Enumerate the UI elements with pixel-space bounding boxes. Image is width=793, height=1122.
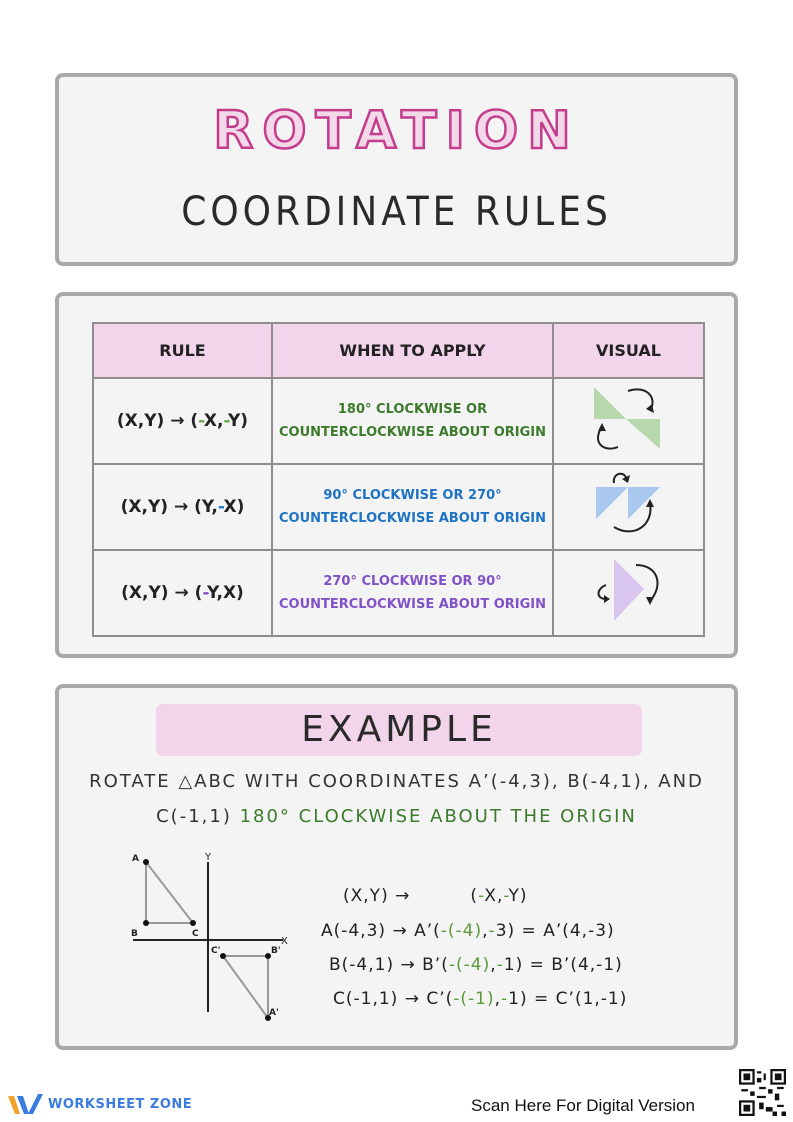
rule-270-cw: (X,Y) → (-Y,X): [121, 583, 244, 603]
rules-panel: [55, 292, 738, 658]
label-b-prime: B': [271, 946, 281, 956]
table-row: [93, 378, 704, 464]
example-prompt-line2: C(-1,1) 180° CLOCKWISE ABOUT THE ORIGIN: [156, 806, 637, 827]
page-subtitle: COORDINATE RULES: [181, 189, 612, 235]
visual-cell: [553, 378, 704, 464]
triangle-abc: [146, 862, 193, 923]
label-a: A: [132, 854, 139, 864]
page-title: ROTATION: [213, 101, 580, 161]
rule-cell: [93, 464, 272, 550]
label-b: B: [131, 929, 138, 939]
logo-text: WORKSHEET ZONE: [48, 1097, 193, 1112]
solution-row-c: C(-1,1) → C’(-(-1),-1) = C’(1,-1): [333, 989, 628, 1009]
when-cell: [272, 550, 553, 636]
rule-cell: [93, 378, 272, 464]
header-when-to-apply: WHEN TO APPLY: [272, 323, 553, 378]
example-graph: [125, 848, 305, 1023]
header-rule: RULE: [93, 323, 272, 378]
visual-cell: [553, 550, 704, 636]
when-270-cw: 270° CLOCKWISE OR 90° COUNTERCLOCKWISE ABOUT ORIGIN: [278, 574, 546, 612]
rotation-270-icon: [584, 555, 674, 627]
table-row: [93, 550, 704, 636]
header-visual: VISUAL: [553, 323, 704, 378]
x-axis-label: X: [281, 936, 288, 947]
table-header-row: [93, 323, 704, 378]
qr-code-icon[interactable]: [739, 1069, 786, 1116]
point-b: [143, 920, 149, 926]
point-a: [143, 859, 149, 865]
rotation-180-icon: [584, 383, 674, 455]
when-90-cw: 90° CLOCKWISE OR 270° COUNTERCLOCKWISE ABOUT ORIGIN: [278, 488, 546, 526]
rules-table: [92, 322, 705, 637]
solution-row-a: A(-4,3) → A’(-(-4),-3) = A’(4,-3): [321, 921, 615, 941]
example-prompt-line1: ROTATE △ABC WITH COORDINATES A’(-4,3), B(-4,1), AND: [89, 771, 704, 792]
y-axis-label: Y: [205, 852, 212, 863]
title-panel: [55, 73, 738, 266]
visual-cell: [553, 464, 704, 550]
rule-90-cw: (X,Y) → (Y,-X): [120, 497, 245, 517]
label-c-prime: C': [211, 946, 221, 956]
triangle-abc-prime: [223, 956, 268, 1018]
table-row: [93, 464, 704, 550]
point-c: [190, 920, 196, 926]
solution-rule-row: (X,Y) → (-X,-Y): [343, 886, 528, 906]
point-c-prime: [220, 953, 226, 959]
rotation-90-icon: [584, 469, 674, 541]
when-180: 180° CLOCKWISE OR COUNTERCLOCKWISE ABOUT ORIGIN: [278, 402, 546, 440]
example-banner: EXAMPLE: [156, 704, 642, 756]
rule-180: (X,Y) → (-X,-Y): [116, 411, 249, 431]
logo-mark-icon: [8, 1092, 44, 1118]
rule-cell: [93, 550, 272, 636]
when-cell: [272, 378, 553, 464]
label-c: C: [192, 929, 199, 939]
solution-row-b: B(-4,1) → B’(-(-4),-1) = B’(4,-1): [329, 955, 623, 975]
when-cell: [272, 464, 553, 550]
label-a-prime: A': [269, 1008, 279, 1018]
scan-text: Scan Here For Digital Version: [471, 1096, 695, 1115]
example-panel: [55, 684, 738, 1050]
